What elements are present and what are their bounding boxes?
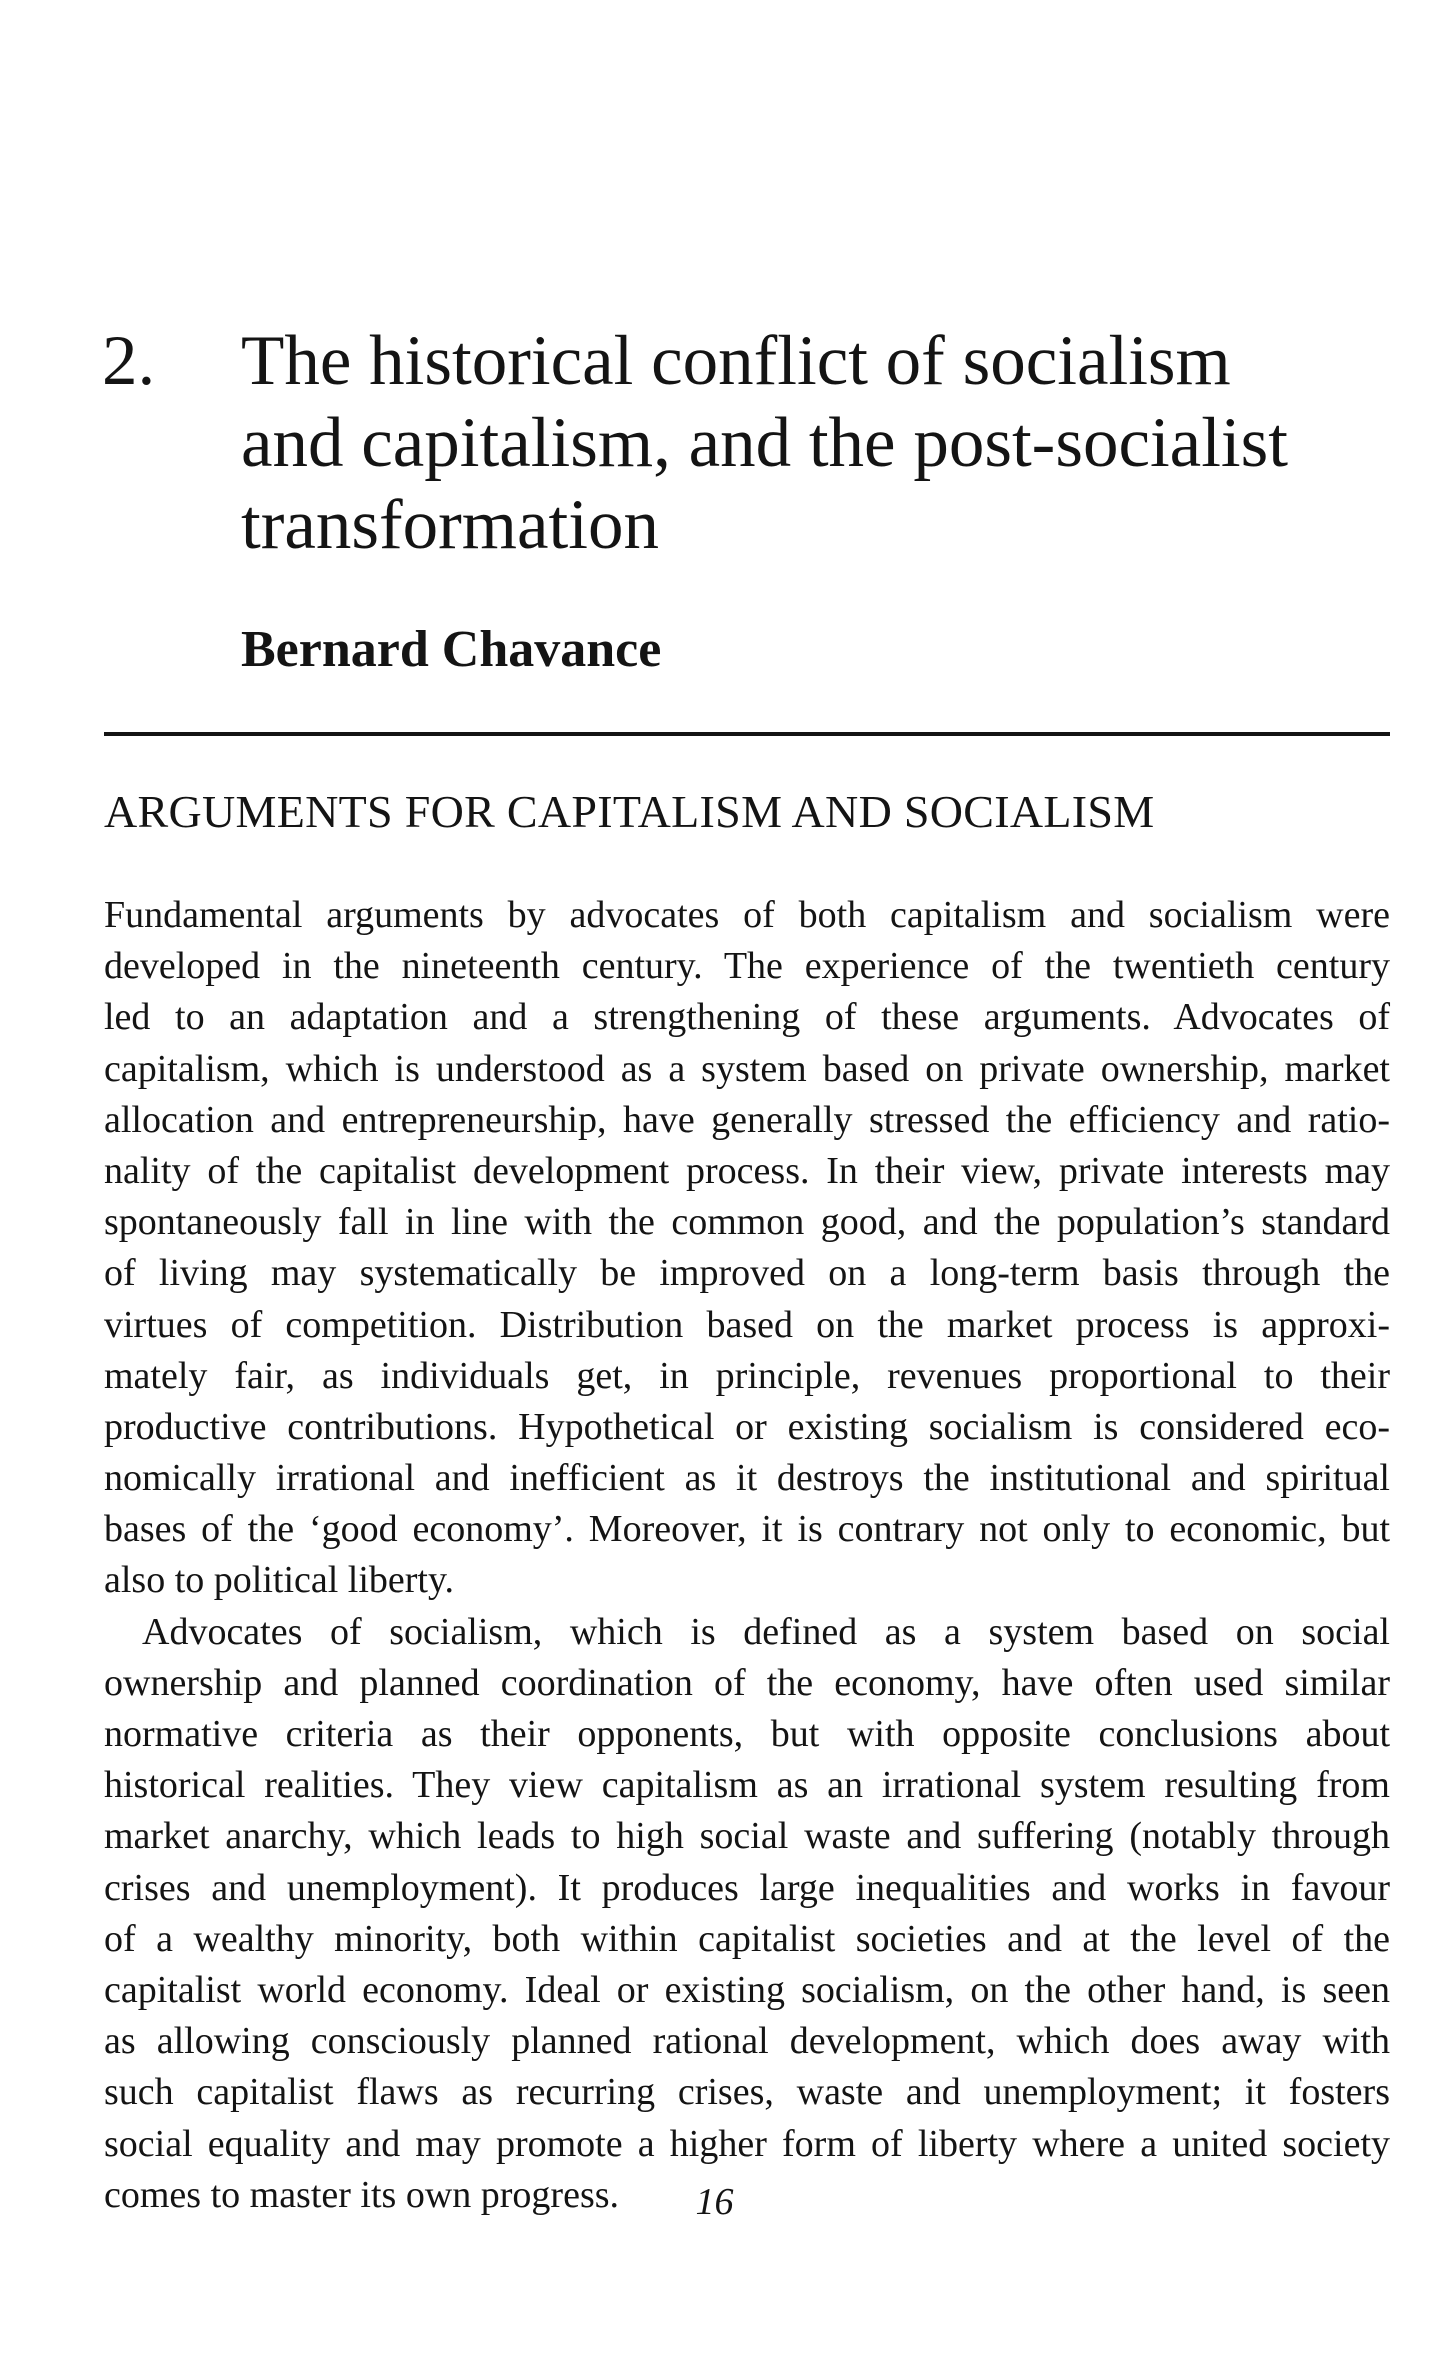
page-number: 16 bbox=[695, 2181, 734, 2223]
section-heading: ARGUMENTS FOR CAPITALISM AND SOCIALISM bbox=[104, 786, 1155, 837]
text-line: historical realities. They view capitalism as an irrational system resulting from bbox=[104, 1764, 1390, 1807]
chapter-title-line: The historical conflict of socialism bbox=[241, 322, 1231, 400]
text-line: comes to master its own progress. bbox=[104, 2173, 620, 2216]
text-line: capitalism, which is understood as a system based on private ownership, market bbox=[104, 1047, 1390, 1090]
chapter-title-line: transformation bbox=[241, 486, 659, 564]
text-line: nomically irrational and inefficient as it destroys the institutional and spiritual bbox=[104, 1457, 1390, 1500]
text-line: developed in the nineteenth century. The experience of the twentieth century bbox=[104, 945, 1390, 988]
text-line: mately fair, as individuals get, in principle, revenues proportional to their bbox=[104, 1354, 1390, 1397]
text-line: nality of the capitalist development process. In their view, private interests may bbox=[104, 1149, 1390, 1192]
text-line: spontaneously fall in line with the common good, and the population’s standard bbox=[104, 1201, 1390, 1244]
chapter-title-line: and capitalism, and the post-socialist bbox=[241, 404, 1289, 482]
text-line: productive contributions. Hypothetical or existing socialism is considered eco- bbox=[104, 1405, 1390, 1448]
paragraph bbox=[104, 1607, 1390, 2221]
chapter-number: 2. bbox=[102, 322, 156, 400]
body-text bbox=[104, 890, 1390, 2221]
text-line: Fundamental arguments by advocates of both capitalism and socialism were bbox=[104, 894, 1390, 936]
text-line: also to political liberty. bbox=[104, 1559, 455, 1602]
text-line: virtues of competition. Distribution based on the market process is approxi- bbox=[104, 1303, 1390, 1346]
paragraph bbox=[104, 890, 1390, 1607]
text-line: led to an adaptation and a strengthening of these arguments. Advocates of bbox=[104, 996, 1390, 1039]
text-line: market anarchy, which leads to high social waste and suffering (notably through bbox=[104, 1815, 1390, 1858]
text-line: crises and unemployment). It produces large inequalities and works in favour bbox=[104, 1866, 1390, 1909]
title-divider bbox=[104, 732, 1390, 736]
text-line: normative criteria as their opponents, but with opposite conclusions about bbox=[104, 1713, 1390, 1755]
text-line: ownership and planned coordination of the economy, have often used similar bbox=[104, 1661, 1390, 1704]
chapter-title bbox=[241, 320, 1361, 566]
text-line: such capitalist flaws as recurring crises, waste and unemployment; it fosters bbox=[104, 2071, 1390, 2114]
text-line: bases of the ‘good economy’. Moreover, it is contrary not only to economic, but bbox=[104, 1508, 1390, 1551]
text-line: capitalist world economy. Ideal or existing socialism, on the other hand, is seen bbox=[104, 1968, 1390, 2011]
text-line: as allowing consciously planned rational development, which does away with bbox=[104, 2020, 1390, 2063]
text-line: of a wealthy minority, both within capitalist societies and at the level of the bbox=[104, 1917, 1390, 1960]
text-line: social equality and may promote a higher form of liberty where a united society bbox=[104, 2122, 1390, 2165]
author-name: Bernard Chavance bbox=[241, 621, 662, 678]
text-line: Advocates of socialism, which is defined as a system based on social bbox=[142, 1610, 1390, 1653]
text-line: allocation and entrepreneurship, have generally stressed the efficiency and ratio- bbox=[104, 1098, 1390, 1141]
text-line: of living may systematically be improved on a long-term basis through the bbox=[104, 1252, 1390, 1295]
